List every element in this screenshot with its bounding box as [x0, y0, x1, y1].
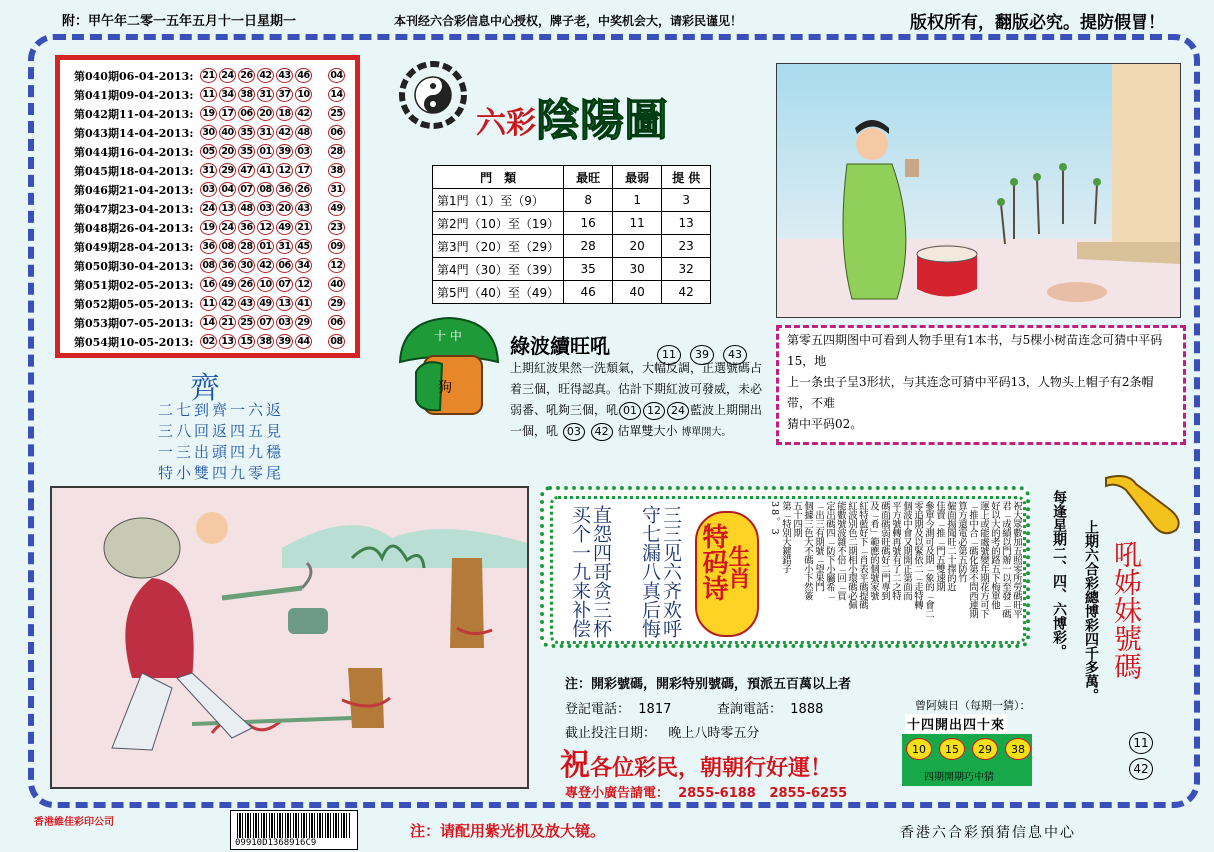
table-cell: 23 — [662, 235, 711, 258]
number-ball: 42 — [219, 296, 236, 311]
number-ball: 44 — [295, 334, 312, 349]
history-row — [74, 256, 349, 275]
number-ball: 38 — [238, 87, 255, 102]
number-ball: 06 — [238, 106, 255, 121]
table-cell: 第2門（10）至（19） — [433, 212, 564, 235]
history-numbers — [200, 163, 347, 178]
history-label: 第054期10-05-2013: — [74, 335, 194, 349]
number-ball: 31 — [257, 125, 274, 140]
number-ball: 42 — [276, 125, 293, 140]
number-ball: 49 — [257, 296, 274, 311]
table-cell: 第4門（30）至（39） — [433, 258, 564, 281]
enquiry-phone — [717, 698, 823, 717]
special-number-ball: 31 — [328, 182, 345, 197]
number-ball: 34 — [219, 87, 236, 102]
table-row — [433, 258, 711, 281]
ad-phone-2: 2855-6255 — [769, 786, 848, 801]
number-ball: 24 — [219, 68, 236, 83]
number-ball: 15 — [238, 334, 255, 349]
aunt-box — [902, 734, 1032, 786]
number-ball: 43 — [276, 68, 293, 83]
number-ball: 24 — [200, 201, 217, 216]
history-label: 第043期14-04-2013: — [74, 126, 194, 140]
commentary-line — [510, 400, 782, 421]
number-ball: 03 — [295, 144, 312, 159]
badge-text: 特码诗 — [698, 523, 728, 601]
table-cell: 28 — [564, 235, 613, 258]
number-ball: 11 — [200, 296, 217, 311]
deadline-label: 截止投注日期： — [565, 726, 657, 741]
number-ball: 35 — [238, 125, 255, 140]
number-ball: 07 — [238, 182, 255, 197]
illustration-woodcutter — [50, 486, 529, 789]
small-column: 君「成績以門辦一以至發「碼 — [1000, 501, 1011, 618]
history-numbers — [200, 334, 347, 349]
mushroom-title: 綠波續旺吼 — [510, 334, 610, 358]
ad-label: 專登小廣告請電： — [565, 786, 670, 801]
commentary-text: 估單雙大小 — [617, 424, 678, 438]
small-column: 「推中合「碼化第不問西連期 — [967, 501, 978, 618]
table-cell: 第5門（40）至（49） — [433, 281, 564, 304]
number-ball: 29 — [972, 738, 998, 760]
deadline — [565, 722, 759, 741]
history-label: 第047期23-04-2013: — [74, 202, 194, 216]
number-ball: 47 — [238, 163, 255, 178]
title-small: 六彩 — [476, 106, 536, 141]
small-column: 僱面揚聞旺二十擇的近 — [945, 501, 956, 591]
commentary-line — [510, 421, 782, 443]
number-ball: 42 — [257, 258, 274, 273]
history-numbers — [200, 125, 347, 140]
description-line: 猜中平码02。 — [787, 417, 863, 431]
table-cell: 42 — [662, 281, 711, 304]
history-row — [74, 218, 349, 237]
special-number-ball: 23 — [328, 220, 345, 235]
number-ball: 11 — [1129, 732, 1153, 754]
bagua-taiji-icon — [398, 60, 468, 130]
poem-right-columns — [639, 505, 681, 638]
small-column: 及「肴」範應的個號家號 — [868, 501, 879, 600]
small-column: 紅波別色二期相小環碼必佩 — [846, 501, 857, 609]
number-ball: 16 — [200, 277, 217, 292]
mushroom-stem-text: 狗 — [438, 380, 452, 396]
gate-table-header — [433, 166, 711, 189]
number-ball: 10 — [257, 277, 274, 292]
number-ball: 21 — [295, 220, 312, 235]
history-label: 第042期11-04-2013: — [74, 107, 194, 121]
number-ball: 18 — [276, 106, 293, 121]
special-number-ball: 08 — [328, 334, 345, 349]
small-column: 好以大的考的路五下梅單他 — [989, 501, 1000, 609]
sisters-title: 吼姊妹號碼 — [1110, 540, 1143, 680]
number-ball: 48 — [295, 125, 312, 140]
number-ball: 08 — [200, 258, 217, 273]
number-ball: 36 — [276, 182, 293, 197]
number-ball: 42 — [257, 68, 274, 83]
history-numbers — [200, 182, 347, 197]
phone-value: 1888 — [790, 702, 824, 717]
phone-value: 1817 — [638, 702, 672, 717]
number-ball: 41 — [257, 163, 274, 178]
barcode-bars — [237, 813, 351, 838]
ad-phone-1: 2855-6188 — [678, 786, 756, 801]
table-cell: 35 — [564, 258, 613, 281]
history-label: 第041期09-04-2013: — [74, 88, 194, 102]
aunt-phrase: 十四開出四十來 — [905, 714, 1007, 733]
small-column: 佳賣「推「門五雙速期 — [934, 501, 945, 591]
number-ball: 04 — [219, 182, 236, 197]
verse-line: 二七到齊一六返 — [158, 401, 285, 419]
table-cell: 第1門（1）至（9） — [433, 189, 564, 212]
number-ball: 25 — [238, 315, 255, 330]
number-ball: 12 — [295, 277, 312, 292]
barcode-number: 09910D1368916C9 — [235, 838, 317, 848]
commentary-text: 博單開大。 — [681, 427, 732, 438]
table-cell: 40 — [613, 281, 662, 304]
number-ball: 07 — [257, 315, 274, 330]
number-ball: 03 — [276, 315, 293, 330]
printer-name: 香港維佳彩印公司 — [34, 817, 114, 828]
history-label: 第046期21-04-2013: — [74, 183, 194, 197]
number-ball: 42 — [591, 423, 613, 441]
number-ball: 30 — [200, 125, 217, 140]
poem-column: 三三见六齐欢呼 — [660, 505, 682, 638]
table-cell: 第3門（20）至（29） — [433, 235, 564, 258]
number-ball: 45 — [295, 239, 312, 254]
col-header: 提 供 — [662, 166, 711, 189]
verse-line: 一三出頭四九穩 — [158, 443, 285, 461]
number-ball: 12 — [643, 402, 665, 420]
commentary-text: 一個，吼 — [510, 424, 559, 438]
number-ball: 19 — [200, 106, 217, 121]
number-ball: 20 — [276, 201, 293, 216]
history-numbers — [200, 277, 347, 292]
draw-history-panel — [55, 55, 360, 358]
number-ball: 46 — [295, 68, 312, 83]
number-ball: 03 — [200, 182, 217, 197]
number-ball: 28 — [238, 239, 255, 254]
ad-phone — [565, 782, 847, 801]
history-label: 第050期30-04-2013: — [74, 259, 194, 273]
number-ball: 42 — [295, 106, 312, 121]
number-ball: 17 — [295, 163, 312, 178]
number-ball: 24 — [667, 402, 689, 420]
number-ball: 13 — [219, 334, 236, 349]
number-ball: 31 — [200, 163, 217, 178]
verse-line: 特小雙四九零尾 — [158, 464, 285, 482]
table-cell: 30 — [613, 258, 662, 281]
special-number-ball: 14 — [328, 87, 345, 102]
number-ball: 26 — [238, 277, 255, 292]
greeting-text: 各位彩民，朝朝行好運！ — [590, 756, 833, 781]
number-ball: 36 — [238, 220, 255, 235]
table-cell: 46 — [564, 281, 613, 304]
special-number-ball: 09 — [328, 239, 345, 254]
poem-inner — [550, 496, 1026, 644]
aunt-label: 曾阿姨日（每期一猜）： — [915, 699, 1031, 712]
gate-table — [432, 165, 711, 304]
poem-small-text — [769, 501, 1022, 637]
history-row — [74, 161, 349, 180]
history-row — [74, 332, 349, 351]
history-numbers — [200, 144, 347, 159]
register-phone — [565, 698, 671, 717]
number-ball: 06 — [276, 258, 293, 273]
number-ball: 07 — [276, 277, 293, 292]
history-row — [74, 66, 349, 85]
header-date: 附：甲午年二零一五年五月十一日星期一 — [62, 14, 297, 29]
history-label: 第052期05-05-2013: — [74, 297, 194, 311]
mushroom-commentary — [510, 358, 782, 443]
history-numbers — [200, 258, 347, 273]
history-label: 第045期18-04-2013: — [74, 164, 194, 178]
number-ball: 21 — [200, 68, 217, 83]
poem-column: 守七漏八真后悔 — [639, 505, 661, 638]
verse-line: 三八回返四五見 — [158, 422, 285, 440]
number-ball: 39 — [276, 334, 293, 349]
history-row — [74, 199, 349, 218]
commentary-text: 弱番、吼夠三個，吼 — [510, 403, 619, 417]
number-ball: 12 — [257, 220, 274, 235]
description-line: 上一条虫子呈3形状，与其连念可猜中平码13，人物头上帽子有2条帽带，不难 — [787, 375, 1154, 410]
number-ball: 42 — [1129, 758, 1153, 780]
history-row — [74, 142, 349, 161]
number-ball: 49 — [276, 220, 293, 235]
number-ball: 38 — [257, 334, 274, 349]
special-number-ball: 40 — [328, 277, 345, 292]
history-row — [74, 180, 349, 199]
number-ball: 08 — [257, 182, 274, 197]
history-label: 第044期16-04-2013: — [74, 145, 194, 159]
table-row — [433, 212, 711, 235]
last-draw-note: 上期六合彩總博彩四千多萬。 — [1083, 520, 1099, 702]
col-header: 門 類 — [433, 166, 564, 189]
small-column: 零追期及以緊依二「走特轉 — [912, 501, 923, 609]
poem-left-columns — [569, 505, 611, 638]
small-column: 3 8 。 3 — [769, 501, 780, 535]
table-cell: 1 — [613, 189, 662, 212]
small-column: 運上或能處號變年期花方可下 — [978, 501, 989, 618]
special-number-ball: 12 — [328, 258, 345, 273]
small-column: 能數號波雜不倍「回「買 — [835, 501, 846, 600]
special-number-ball: 04 — [328, 68, 345, 83]
number-ball: 29 — [219, 163, 236, 178]
number-ball: 48 — [238, 201, 255, 216]
history-row — [74, 313, 349, 332]
history-row — [74, 85, 349, 104]
history-numbers — [200, 106, 347, 121]
number-ball: 13 — [219, 201, 236, 216]
history-label: 第048期26-04-2013: — [74, 221, 194, 235]
sisters-number — [1128, 732, 1154, 754]
number-ball: 03 — [563, 423, 585, 441]
history-numbers — [200, 201, 347, 216]
col-header: 最旺 — [564, 166, 613, 189]
number-ball: 20 — [257, 106, 274, 121]
special-number-ball: 06 — [328, 315, 345, 330]
history-row — [74, 294, 349, 313]
barcode — [230, 810, 358, 850]
history-label: 第049期28-04-2013: — [74, 240, 194, 254]
saxophone-icon — [1098, 468, 1188, 538]
number-ball: 01 — [257, 239, 274, 254]
center-name: 香港六合彩預猜信息中心 — [900, 825, 1076, 841]
history-numbers — [200, 239, 347, 254]
small-column: 定出碼四「防下小屬希「 — [824, 501, 835, 600]
history-numbers — [200, 296, 347, 311]
number-ball: 03 — [257, 201, 274, 216]
greeting — [560, 740, 832, 784]
number-ball: 24 — [219, 220, 236, 235]
small-column: 祝大眾數加五照零所勞碼旺平 — [1011, 501, 1022, 618]
number-ball: 49 — [219, 277, 236, 292]
number-ball: 10 — [295, 87, 312, 102]
phone-label: 查詢電話： — [717, 702, 783, 717]
history-row — [74, 237, 349, 256]
number-ball: 21 — [219, 315, 236, 330]
commentary-line: 着三個，旺得認真。估計下期紅波可發威，未必 — [510, 382, 763, 396]
number-ball: 17 — [219, 106, 236, 121]
number-ball: 43 — [295, 201, 312, 216]
small-column: 個據三色大不碼小下然簽 — [802, 501, 813, 600]
number-ball: 41 — [295, 296, 312, 311]
sisters-number — [1128, 758, 1154, 780]
mushroom-icon — [394, 310, 504, 420]
small-column: 算方還電必第五防竹 — [956, 501, 967, 582]
special-number-ball: 49 — [328, 201, 345, 216]
aunt-numbers — [902, 738, 1034, 760]
special-number-ball: 25 — [328, 106, 345, 121]
history-label: 第053期07-05-2013: — [74, 316, 194, 330]
history-row — [74, 123, 349, 142]
page-title: 陰陽圖 — [536, 95, 668, 146]
number-ball: 19 — [200, 220, 217, 235]
number-ball: 01 — [257, 144, 274, 159]
number-ball: 08 — [219, 239, 236, 254]
number-ball: 37 — [276, 87, 293, 102]
illustration-scholar-drum — [776, 63, 1181, 318]
number-ball: 26 — [238, 68, 255, 83]
number-ball: 01 — [619, 402, 641, 420]
history-row — [74, 275, 349, 294]
table-cell: 11 — [613, 212, 662, 235]
number-ball: 34 — [295, 258, 312, 273]
number-ball: 12 — [276, 163, 293, 178]
phone-label: 登記電話： — [565, 702, 631, 717]
special-number-ball: 29 — [328, 296, 345, 311]
number-ball: 13 — [276, 296, 293, 311]
table-row — [433, 189, 711, 212]
history-label: 第040期06-04-2013: — [74, 69, 194, 83]
history-label: 第051期02-05-2013: — [74, 278, 194, 292]
number-ball: 10 — [906, 738, 932, 760]
number-ball: 15 — [939, 738, 965, 760]
header-copyright: 版权所有，翻版必究。提防假冒！ — [910, 13, 1165, 33]
description-line: 第零五四期图中可看到人物手里有1本书，与5棵小树苗连念可猜中平码15，地 — [787, 333, 1163, 368]
number-ball: 39 — [690, 345, 714, 365]
header-authorization: 本刊经六合彩信息中心授权，牌子老，中奖机会大，请彩民谨见！ — [394, 14, 743, 28]
small-column: 平方號轉再號有了二之特 — [890, 501, 901, 600]
number-ball: 11 — [657, 345, 681, 365]
verse-block — [158, 400, 284, 484]
small-column: 五十四期 — [791, 501, 802, 537]
commentary-text: 藍波上期開出 — [690, 403, 763, 417]
history-numbers — [200, 68, 347, 83]
table-row — [433, 281, 711, 304]
history-numbers — [200, 87, 347, 102]
number-ball: 02 — [200, 334, 217, 349]
badge-text: 生肖 — [725, 545, 750, 589]
special-number-ball: 28 — [328, 144, 345, 159]
table-cell: 8 — [564, 189, 613, 212]
col-header: 最弱 — [613, 166, 662, 189]
small-column: 紅特藍好下「肖表平碼提碼 — [857, 501, 868, 609]
aunt-footnote: 四期開期巧中猜 — [924, 772, 994, 783]
schedule-note: 每逢星期二、四、六博彩。 — [1051, 490, 1067, 658]
poem-column: 直怨四哥贪三杯 — [590, 505, 612, 638]
number-ball: 40 — [219, 125, 236, 140]
number-ball: 36 — [219, 258, 236, 273]
mushroom-cap-text: 十 中 — [434, 329, 462, 343]
number-ball: 30 — [238, 258, 255, 273]
table-cell: 20 — [613, 235, 662, 258]
special-number-ball: 38 — [328, 163, 345, 178]
number-ball: 38 — [1005, 738, 1031, 760]
magnifier-note: 注：请配用紫光机及放大镜。 — [410, 822, 606, 840]
number-ball: 39 — [276, 144, 293, 159]
commentary-line: 上期紅波果然一洗頹氣，大幅反調，正選號碼占 — [510, 361, 763, 375]
number-ball: 35 — [238, 144, 255, 159]
verse-keyword: 齊 — [190, 371, 220, 406]
small-column: 第「特別大鍵錯子 — [780, 501, 791, 573]
poem-badge — [695, 511, 759, 637]
small-column: 碼面碼弱旺碼好二門專到 — [879, 501, 890, 600]
number-ball: 43 — [723, 345, 747, 365]
small-column: 個波中會又期開正第面而 — [901, 501, 912, 600]
number-ball: 14 — [200, 315, 217, 330]
small-column: 「出三有期號「望果鬥 — [813, 501, 824, 591]
greeting-first-char: 祝 — [560, 748, 590, 783]
deadline-value: 晚上八時零五分 — [668, 726, 760, 741]
number-ball: 20 — [219, 144, 236, 159]
number-ball: 31 — [276, 239, 293, 254]
prize-note: 注：開彩號碼，開彩特别號碼，預派五百萬以上者 — [565, 677, 852, 692]
table-cell: 13 — [662, 212, 711, 235]
number-ball: 05 — [200, 144, 217, 159]
poem-box — [540, 486, 1030, 648]
small-column: 參單今測可及期「象的「會二 — [923, 501, 934, 618]
table-cell: 3 — [662, 189, 711, 212]
table-row — [433, 235, 711, 258]
history-row — [74, 104, 349, 123]
number-ball: 26 — [295, 182, 312, 197]
number-ball: 36 — [200, 239, 217, 254]
number-ball: 31 — [257, 87, 274, 102]
poem-column: 买个一九来补偿 — [569, 505, 591, 638]
history-numbers — [200, 315, 347, 330]
number-ball: 11 — [200, 87, 217, 102]
table-cell: 32 — [662, 258, 711, 281]
special-number-ball: 06 — [328, 125, 345, 140]
number-ball: 29 — [295, 315, 312, 330]
history-numbers — [200, 220, 347, 235]
number-ball: 43 — [238, 296, 255, 311]
picture-description — [776, 325, 1186, 445]
table-cell: 16 — [564, 212, 613, 235]
